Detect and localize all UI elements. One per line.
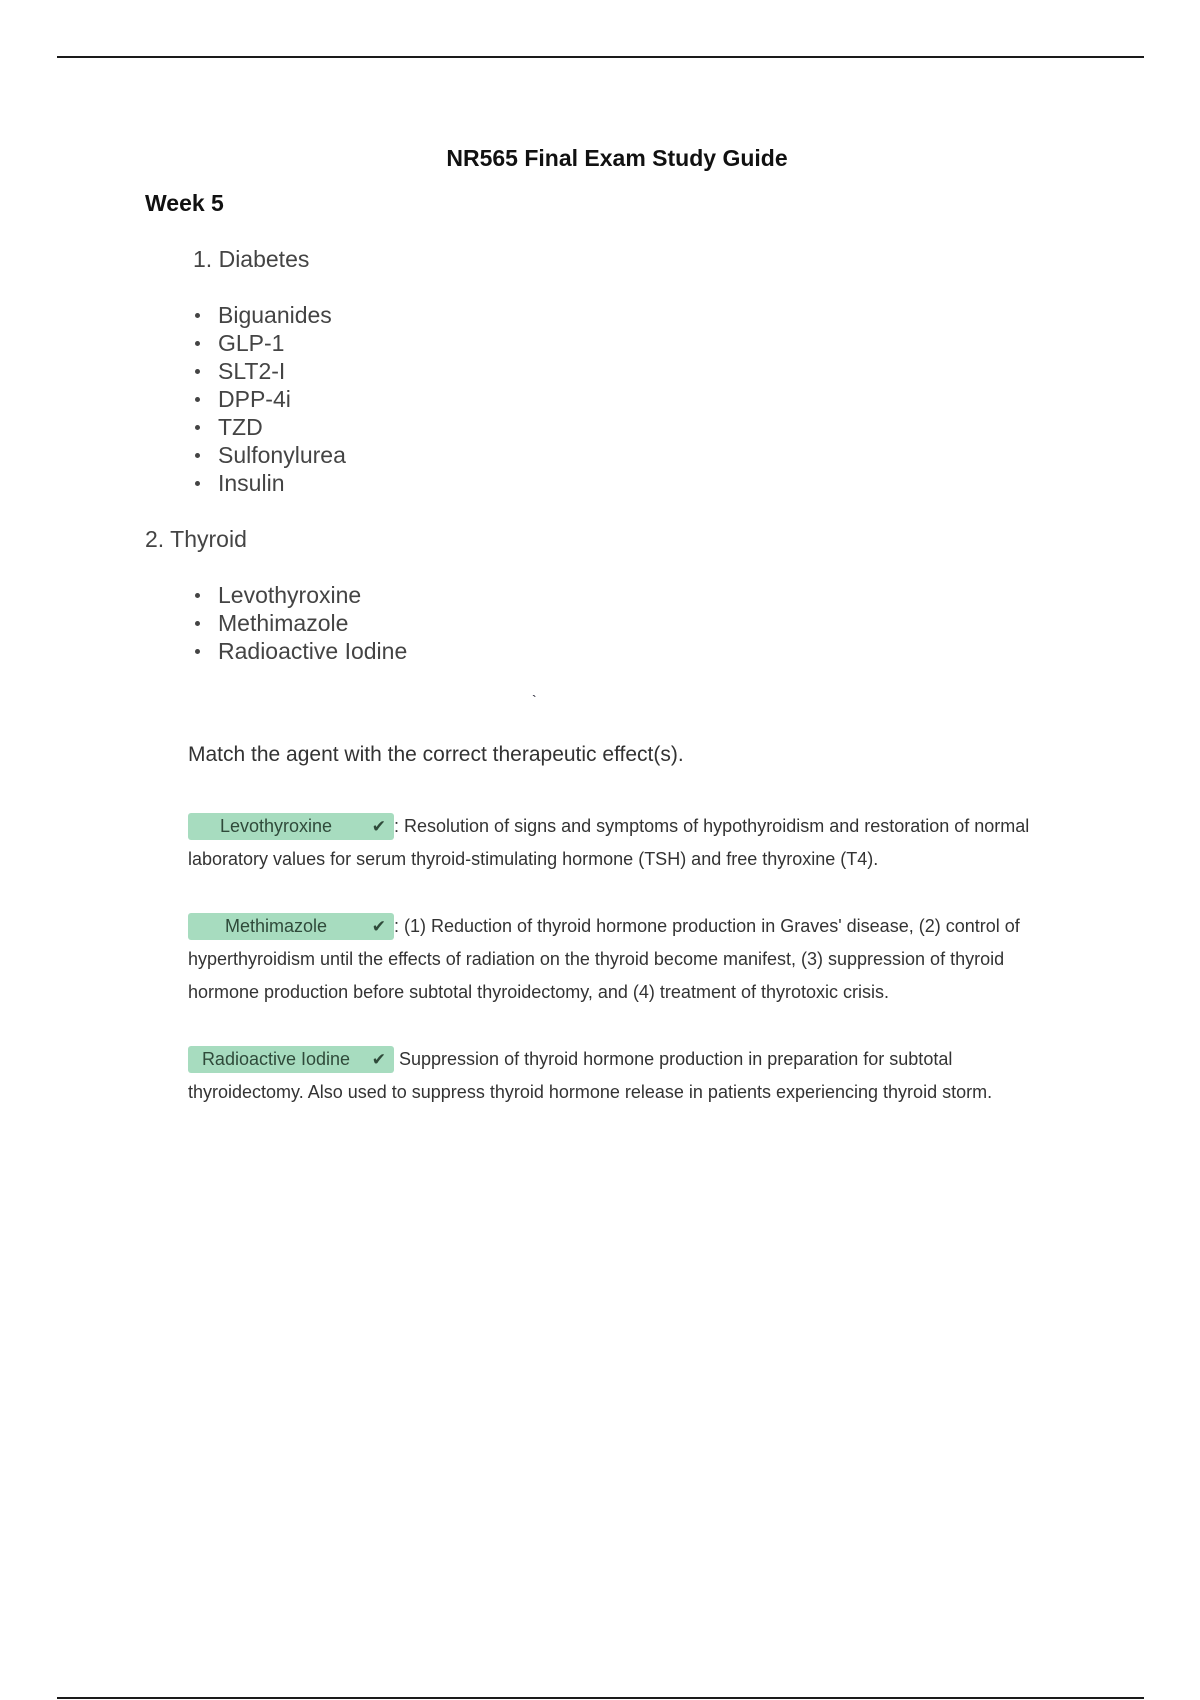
answer-chip xyxy=(188,813,394,840)
list-item: Levothyroxine xyxy=(195,581,407,609)
section-number: 1. xyxy=(193,246,213,272)
list-item: DPP-4i xyxy=(195,385,346,413)
list-item: TZD xyxy=(195,413,346,441)
chip-label: Radioactive Iodine xyxy=(201,1049,351,1069)
list-item: Sulfonylurea xyxy=(195,441,346,469)
section-title: Thyroid xyxy=(170,526,247,552)
diabetes-drug-list xyxy=(195,301,346,497)
check-icon: ✔ xyxy=(371,817,386,836)
match-effect-text: : Resolution of signs and symptoms of hypothyroidism and restoration of normal laboratory values for serum thyroid-stimulating hormone (TSH) and free thyroxine (T4). xyxy=(188,816,1030,869)
header-rule xyxy=(57,56,1144,58)
section-title: Diabetes xyxy=(218,246,310,272)
list-item: Insulin xyxy=(195,469,346,497)
match-effect-text: : (1) Reduction of thyroid hormone production in Graves' disease, (2) control of hyperthyroidism until the effects of radiation on the thyroid become manifest, (3) suppression of thyroid hormone production before subtotal thyroidectomy, and (4) treatment of thyrotoxic crisis. xyxy=(188,916,1020,1002)
check-icon: ✔ xyxy=(371,1050,386,1069)
chip-label: Methimazole xyxy=(224,916,328,936)
list-item: SLT2-I xyxy=(195,357,346,385)
list-item: Methimazole xyxy=(195,609,407,637)
answer-chip xyxy=(188,1046,394,1073)
section-number: 2. xyxy=(145,526,165,552)
match-row-radioactive-iodine xyxy=(188,1043,1068,1109)
section-heading-diabetes xyxy=(193,246,309,273)
match-row-levothyroxine xyxy=(188,810,1068,876)
thyroid-drug-list xyxy=(195,581,407,665)
chip-label: Levothyroxine xyxy=(219,816,333,836)
footer-rule xyxy=(57,1697,1144,1699)
section-heading-thyroid xyxy=(145,526,247,553)
list-item: Biguanides xyxy=(195,301,346,329)
list-item: GLP-1 xyxy=(195,329,346,357)
match-effect-text: Suppression of thyroid hormone production in preparation for subtotal thyroidectomy. Also used to suppress thyroid hormone release in patients experiencing thyroid storm. xyxy=(188,1049,993,1102)
check-icon: ✔ xyxy=(371,917,386,936)
match-row-methimazole xyxy=(188,910,1068,1009)
answer-chip xyxy=(188,913,394,940)
question-prompt: Match the agent with the correct therapeutic effect(s). xyxy=(188,743,684,766)
list-item: Radioactive Iodine xyxy=(195,637,407,665)
document-title: NR565 Final Exam Study Guide xyxy=(446,145,788,171)
stray-mark: ` xyxy=(532,692,537,708)
week-heading: Week 5 xyxy=(145,190,224,216)
